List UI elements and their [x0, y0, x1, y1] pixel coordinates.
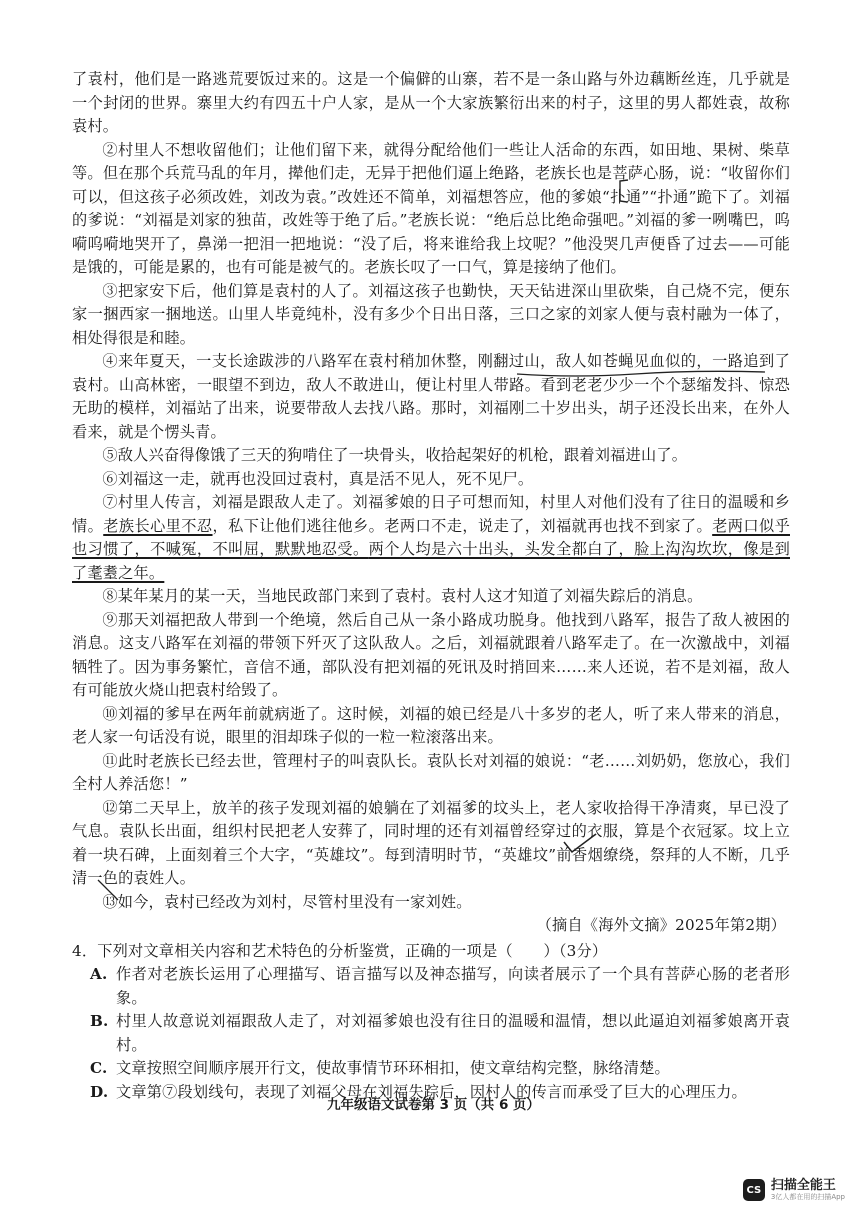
question-stem: 4．下列对文章相关内容和艺术特色的分析鉴赏，正确的一项是（ ）（3分）: [72, 941, 608, 960]
paragraph-13: ⑬如今，袁村已经改为刘村，尽管村里没有一家刘姓。: [102, 892, 472, 911]
paragraph-10: ⑩刘福的爹早在两年前就病逝了。这时候，刘福的娘已经是八十多岁的老人，听了来人带来的消息，老人家一句话没有说，眼里的泪却珠子似的一粒一粒滚落出来。: [72, 704, 790, 746]
option-text: 文章按照空间顺序展开行文，使故事情节环环相扣，使文章结构完整，脉络清楚。: [116, 1059, 670, 1077]
paragraph-12: ⑫第二天早上，放羊的孩子发现刘福的娘躺在了刘福爹的坟头上，老人家收拾得干净清爽，早已没了气息。袁队长出面，组织村民把老人安葬了，同时埋的还有刘福曾经穿过的衣服，算是个衣冠冢。坟上立着一块石碑，上面刻着三个大字，“英雄坟”。每到清明时节，“英雄坟”前香烟缭绕，祭拜的人不断，几乎清一色的袁姓人。: [72, 798, 790, 887]
paragraph-4: ④来年夏天，一支长途跋涉的八路军在袁村稍加休整，刚翻过山，敌人如苍蝇见血似的，一路追到了袁村。山高林密，一眼望不到边，敌人不敢进山，便让村里人带路。看到老老少少一个个瑟缩发抖、惊恐无助的模样，刘福站了出来，说要带敌人去找八路。那时，刘福刚二十岁出头，胡子还没长出来，在外人看来，就是个愣头青。: [72, 352, 790, 441]
option-text: 文章第⑦段划线句，表现了刘福父母在刘福失踪后，因村人的传言而承受了巨大的心理压力。: [116, 1082, 747, 1101]
option-c[interactable]: [90, 1057, 790, 1081]
option-letter: D.: [90, 1082, 109, 1101]
option-b[interactable]: [90, 1010, 790, 1057]
paragraph-11: ⑪此时老族长已经去世，管理村子的叫袁队长。袁队长对刘福的娘说：“老……刘奶奶，您放心，我们全村人养活您！”: [72, 751, 790, 793]
scanner-watermark: [743, 1178, 845, 1202]
underlined-sentence-1: 老族长心里不忍: [103, 516, 213, 535]
camscanner-logo-icon: CS: [743, 1179, 765, 1201]
paragraph-9: ⑨那天刘福把敌人带到一个绝境，然后自己从一条小路成功脱身。他找到八路军，报告了敌人被困的消息。这支八路军在刘福的带领下歼灭了这队敌人。之后，刘福就跟着八路军走了。在一次激战中，刘福牺牲了。因为事务繁忙，音信不通，部队没有把刘福的死讯及时捎回来……来人还说，若不是刘福，敌人有可能放火烧山把袁村给毁了。: [72, 610, 790, 699]
option-text: 村里人故意说刘福跟敌人走了，对刘福爹娘也没有往日的温暖和温情，想以此逼迫刘福爹娘离开袁村。: [116, 1012, 790, 1054]
underlined-sentence-3: 两个人均是六十出头，头发全都白了，脸上沟沟坎坎，像是到了耄耋之年。: [72, 540, 790, 582]
paragraph-7-mid: ，私下让他们逃往他乡。老两口不走，说走了，刘福就再也找不到家了。: [212, 516, 713, 535]
option-letter: C.: [90, 1059, 108, 1077]
underlined-sentence-2: 老两口似乎也习惯了，不喊冤，不叫屈，默默地忍受。: [72, 516, 790, 558]
source-citation: （摘自《海外文摘》2025年第2期）: [536, 916, 786, 934]
option-text: 作者对老族长运用了心理描写、语言描写以及神态描写，向读者展示了一个具有菩萨心肠的老者形象。: [116, 965, 790, 1007]
paragraph-2: ②村里人不想收留他们；让他们留下来，就得分配给他们一些让人活命的东西，如田地、果树、柴草等。但在那个兵荒马乱的年月，撵他们走，无异于把他们逼上绝路，老族长也是菩萨心肠，说：“收留你们可以，但这孩子必须改姓，刘改为袁。”改姓还不简单，刘福想答应，他的爹娘“扑通”“扑通”跪下了。刘福的爹说：“刘福是刘家的独苗，改姓等于绝了后。”老族长说：“绝后总比绝命强吧。”刘福的爹一咧嘴巴，呜嗬呜嗬地哭开了，鼻涕一把泪一把地说：“没了后，将来谁给我上坟呢？”他没哭几声便昏了过去——可能是饿的，可能是累的，也有可能是被气的。老族长叹了一口气，算是接纳了他们。: [72, 140, 790, 276]
paragraph-5: ⑤敌人兴奋得像饿了三天的狗啃住了一块骨头，收拾起架好的机枪，跟着刘福进山了。: [102, 446, 688, 464]
paragraph-7: [72, 491, 790, 585]
watermark-tagline: 3亿人都在用的扫描App: [770, 1193, 845, 1201]
paragraph-3: ③把家安下后，他们算是袁村的人了。刘福这孩子也勤快，天天钻进深山里砍柴，自己烧不完，便东家一捆西家一捆地送。山里人毕竟纯朴，没有多少个日出日落，三口之家的刘家人便与袁村融为一体了，相处得很是和睦。: [72, 281, 790, 347]
watermark-app-name: 扫描全能王: [770, 1178, 836, 1193]
option-letter: A.: [90, 965, 108, 983]
paragraph-1: 了袁村，他们是一路逃荒要饭过来的。这是一个偏僻的山寨，若不是一条山路与外边藕断丝连，几乎就是一个封闭的世界。寨里大约有四五十户人家，是从一个大家族繁衍出来的村子，这里的男人都姓袁，故称袁村。: [72, 70, 790, 135]
page-footer: 九年级语文试卷第 3 页（共 6 页）: [326, 1097, 541, 1113]
option-letter: B.: [90, 1012, 109, 1030]
question-4: [72, 940, 790, 1105]
paragraph-7-before: ⑦村里人传言，刘福是跟敌人走了。刘福爹娘的日子可想而知，村里人对他们没有了往日的温暖和乡情。: [72, 493, 790, 535]
paragraph-6: ⑥刘福这一走，就再也没回过袁村，真是活不见人，死不见尸。: [102, 469, 534, 488]
paragraph-8: ⑧某年某月的某一天，当地民政部门来到了袁村。袁村人这才知道了刘福失踪后的消息。: [102, 587, 703, 605]
document-page: [72, 68, 790, 1104]
option-a[interactable]: [90, 963, 790, 1010]
